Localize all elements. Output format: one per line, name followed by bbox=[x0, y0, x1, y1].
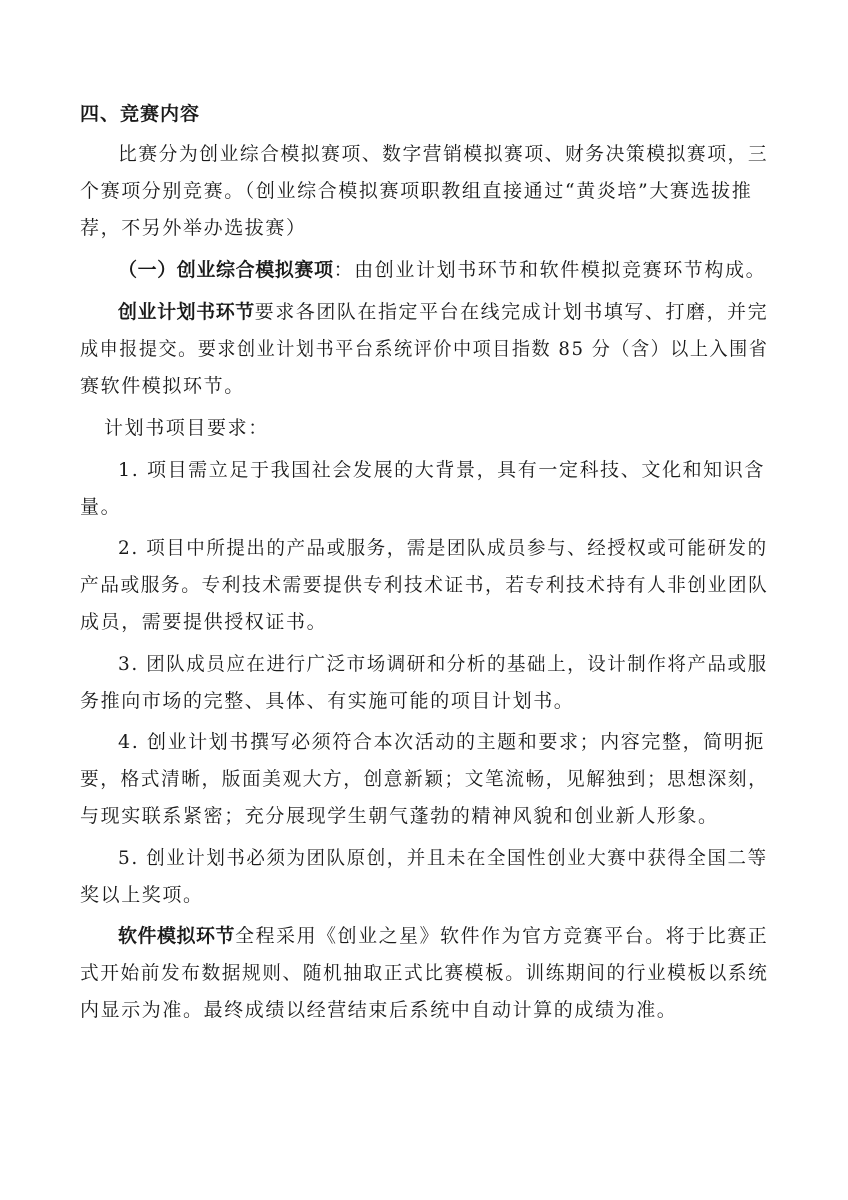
requirement-item-3-line-1: 3. 团队成员应在进行广泛市场调研和分析的基础上，设计制作将产品或服 bbox=[118, 653, 768, 675]
requirement-item-1-line-1: 1. 项目需立足于我国社会发展的大背景，具有一定科技、文化和知识含 bbox=[118, 459, 765, 481]
requirement-item-4-line-2: 要，格式清晰，版面美观大方，创意新颖；文笔流畅，见解独到；思想深刻， bbox=[80, 768, 769, 790]
plan-stage-line-2: 成申报提交。要求创业计划书平台系统评价中项目指数 85 分（含）以上入围省 bbox=[80, 338, 769, 360]
plan-stage-title: 创业计划书环节 bbox=[118, 301, 255, 323]
intro-line-3: 荐，不另外举办选拔赛） bbox=[80, 217, 307, 239]
software-stage-line-1: 全程采用《创业之星》软件作为官方竞赛平台。将于比赛正 bbox=[235, 925, 769, 947]
software-stage-line-2: 式开始前发布数据规则、随机抽取正式比赛模板。训练期间的行业模板以系统 bbox=[80, 962, 769, 984]
software-stage-paragraph bbox=[118, 923, 768, 949]
intro-line-2: 个赛项分别竞赛。（创业综合模拟赛项职教组直接通过“黄炎培”大赛选拔推 bbox=[80, 180, 753, 202]
requirement-item-2-line-2: 产品或服务。专利技术需要提供专利技术证书，若专利技术持有人非创业团队 bbox=[80, 574, 769, 596]
subsection-1-title: （一）创业综合模拟赛项 bbox=[118, 259, 334, 281]
plan-stage-line-3: 赛软件模拟环节。 bbox=[80, 375, 245, 397]
requirement-item-2-line-3: 成员，需要提供授权证书。 bbox=[80, 611, 328, 633]
requirement-item-4-line-3: 与现实联系紧密；充分展现学生朝气蓬勃的精神风貌和创业新人形象。 bbox=[80, 805, 719, 827]
intro-line-1: 比赛分为创业综合模拟赛项、数字营销模拟赛项、财务决策模拟赛项，三 bbox=[118, 143, 769, 165]
subsection-1-paragraph bbox=[118, 257, 766, 283]
subsection-1-text: ：由创业计划书环节和软件模拟竞赛环节构成。 bbox=[333, 259, 767, 281]
requirement-item-2-line-1: 2. 项目中所提出的产品或服务，需是团队成员参与、经授权或可能研发的 bbox=[118, 537, 768, 559]
requirement-item-3-line-2: 务推向市场的完整、具体、有实施可能的项目计划书。 bbox=[80, 690, 575, 712]
plan-stage-paragraph bbox=[118, 299, 768, 325]
requirement-item-5-line-2: 奖以上奖项。 bbox=[80, 884, 204, 906]
requirements-label: 计划书项目要求： bbox=[104, 417, 269, 439]
requirement-item-5-line-1: 5. 创业计划书必须为团队原创，并且未在全国性创业大赛中获得全国二等 bbox=[118, 847, 768, 869]
requirement-item-1-line-2: 量。 bbox=[80, 496, 122, 518]
section-heading: 四、竞赛内容 bbox=[80, 103, 201, 125]
requirement-item-4-line-1: 4. 创业计划书撰写必须符合本次活动的主题和要求；内容完整，简明扼 bbox=[118, 731, 765, 753]
software-stage-title: 软件模拟环节 bbox=[118, 925, 236, 947]
plan-stage-line-1: 要求各团队在指定平台在线完成计划书填写、打磨，并完 bbox=[254, 301, 769, 323]
software-stage-line-3: 内显示为准。最终成绩以经营结束后系统中自动计算的成绩为准。 bbox=[80, 999, 678, 1021]
